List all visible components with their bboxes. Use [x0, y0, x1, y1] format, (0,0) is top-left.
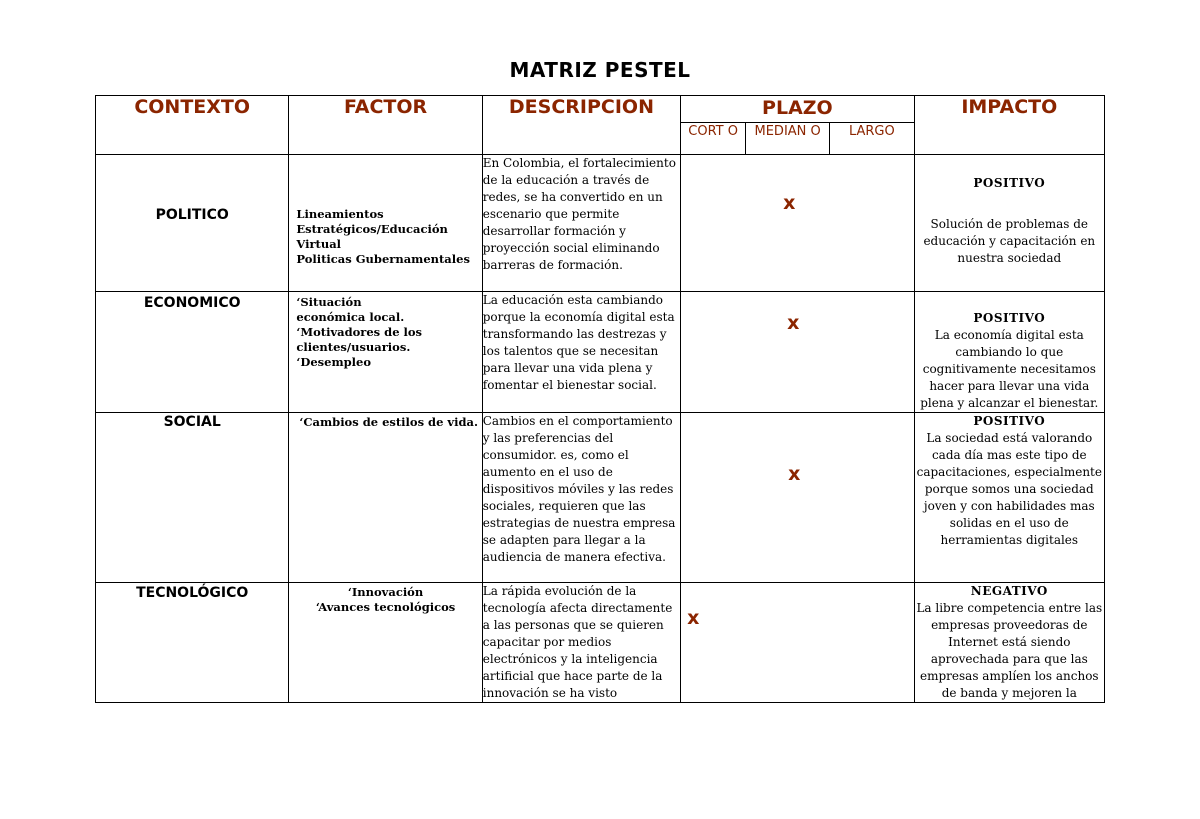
impacto-label: POSITIVO [973, 311, 1046, 325]
contexto-cell [96, 292, 289, 413]
impacto-cell [914, 155, 1104, 292]
plazo-mark: x [787, 312, 800, 334]
page-title: MATRIZ PESTEL [509, 58, 691, 82]
impacto-label: POSITIVO [973, 176, 1046, 190]
impacto-text: La sociedad está valorando cada día mas este tipo de capacitaciones, especialmente porque somos una sociedad joven y con habilidades mas solidas en el uso de herramientas digitales [916, 431, 1102, 547]
factor-item: ‘Situación económica local. [296, 295, 405, 324]
factor-item: Lineamientos [296, 207, 384, 221]
impacto-text: La libre competencia entre las empresas proveedoras de Internet está siendo aprovechada para que las empresas amplíen los anchos de banda y mejoren la [916, 601, 1103, 700]
factor-item: Estratégicos/Educación Virtual [296, 222, 448, 251]
factor-cell [289, 413, 482, 583]
impacto-cell [914, 413, 1104, 583]
header-descripcion: DESCRIPCION [482, 96, 680, 155]
header-factor: FACTOR [289, 96, 482, 155]
factor-item: ‘Motivadores de los clientes/usuarios. [296, 325, 423, 354]
plazo-mark: x [783, 192, 796, 214]
impacto-text: Solución de problemas de educación y capacitación en nuestra sociedad [923, 217, 1096, 265]
impacto-label: POSITIVO [973, 414, 1046, 428]
contexto-cell [96, 413, 289, 583]
impacto-cell [914, 583, 1104, 703]
table-row [96, 413, 1105, 583]
factor-item: ‘Avances tecnológicos [315, 600, 456, 614]
factor-cell [289, 155, 482, 292]
plazo-subheaders [681, 123, 913, 154]
table-row [96, 583, 1105, 703]
table-row [96, 155, 1105, 292]
contexto-label: ECONOMICO [143, 295, 241, 311]
descripcion-cell: Cambios en el comportamiento y las preferencias del consumidor. es, como el aumento en el uso de dispositivos móviles y las redes sociales, requieren que las estrategias de nuestra empresa se adapten para llegar a la audiencia de manera efectiva. [482, 413, 680, 583]
factor-item: ‘Cambios de estilos de vida. [299, 415, 478, 429]
plazo-cell [681, 583, 914, 703]
header-contexto: CONTEXTO [96, 96, 289, 155]
header-largo: LARGO [848, 124, 895, 139]
contexto-cell [96, 583, 289, 703]
header-mediano: MEDIAN O [746, 123, 830, 154]
plazo-cell [681, 413, 914, 583]
impacto-cell [914, 292, 1104, 413]
factor-cell [289, 292, 482, 413]
factor-item: ‘Innovación [347, 585, 424, 599]
header-corto: CORT O [681, 123, 746, 154]
impacto-text: La economía digital esta cambiando lo que cognitivamente necesitamos hacer para llevar una vida plena y alcanzar el bienestar. [920, 328, 1099, 410]
contexto-label: SOCIAL [163, 414, 221, 430]
descripcion-cell [482, 583, 680, 703]
contexto-label: POLITICO [155, 207, 229, 223]
factor-item: Politicas Gubernamentales [296, 252, 470, 266]
plazo-mark: x [687, 607, 700, 629]
impacto-label: NEGATIVO [970, 584, 1048, 598]
factor-item: ‘Desempleo [296, 355, 372, 369]
descripcion-text: La rápida evolución de la tecnología afecta directamente a las personas que se quieren capacitar por medios electrónicos y la inteligencia artificial que hace parte de la innovación se ha visto [482, 584, 673, 700]
contexto-cell [96, 155, 289, 292]
plazo-mark: x [788, 463, 801, 485]
header-plazo: PLAZO [681, 96, 913, 123]
header-row [96, 96, 1105, 155]
plazo-cell [681, 292, 914, 413]
table-row [96, 292, 1105, 413]
header-plazo-cell [681, 96, 914, 155]
contexto-label: TECNOLÓGICO [136, 585, 249, 601]
pestel-matrix [95, 95, 1105, 703]
descripcion-cell: La educación esta cambiando porque la economía digital esta transformando las destrezas y los talentos que se necesitan para llevar una vida plena y fomentar el bienestar social. [482, 292, 680, 413]
plazo-cell [681, 155, 914, 292]
factor-cell [289, 583, 482, 703]
descripcion-cell: En Colombia, el fortalecimiento de la educación a través de redes, se ha convertido en un escenario que permite desarrollar formación y proyección social eliminando barreras de formación. [482, 155, 680, 292]
header-impacto: IMPACTO [914, 96, 1104, 155]
